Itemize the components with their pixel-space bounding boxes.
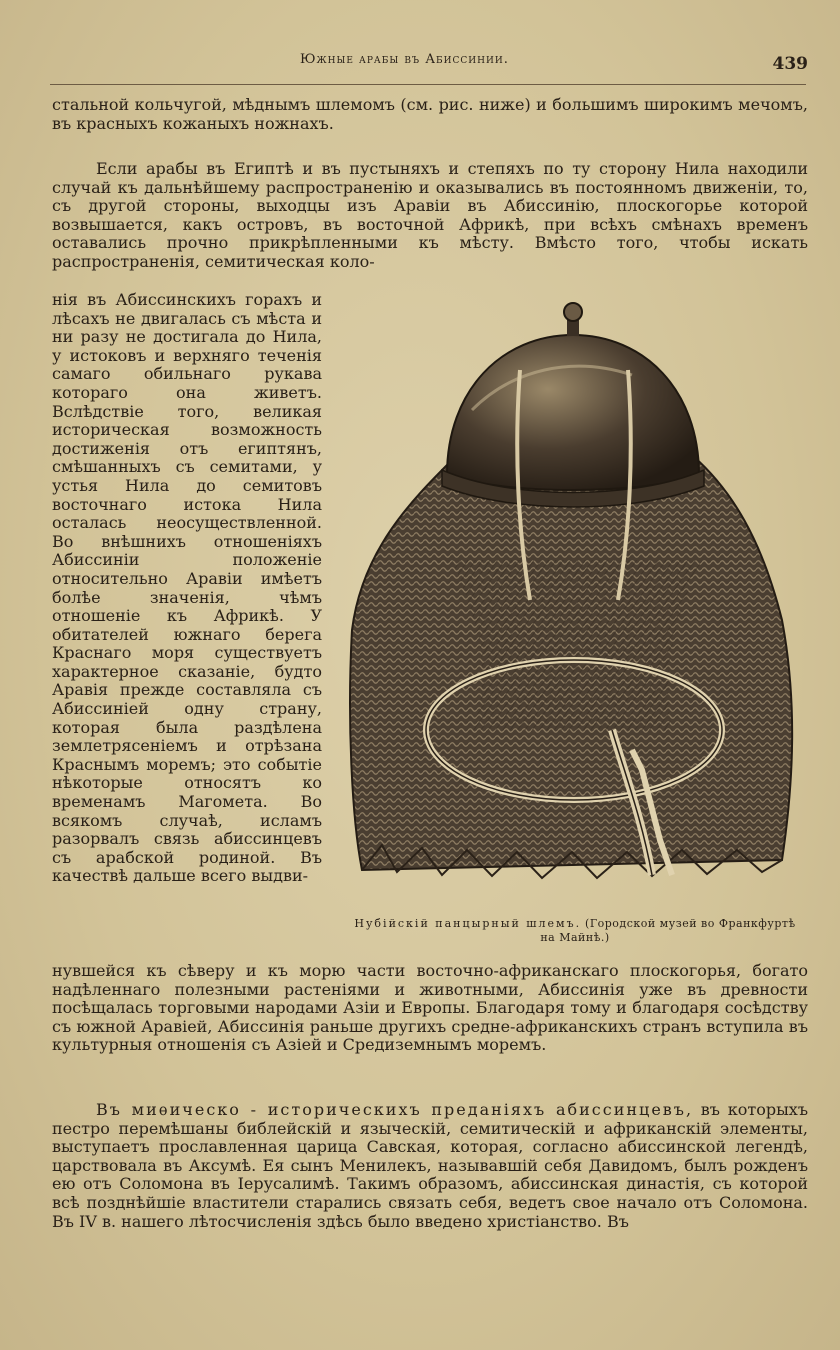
finial-knob [564,303,582,321]
wrap-paragraph-top: Если арабы въ Египтѣ и въ пустыняхъ и степяхъ по ту сторону Нила находили случай къ дальнѣйшему распространенію и оказывались въ постоянномъ движеніи, то, съ другой стороны, выходцы изъ Аравіи въ Абиссинію, плоскогорье которой возвышается, какъ островъ, въ восточной Африкѣ, при всѣхъ смѣнахъ временъ оставались прочно прикрѣпленными къ мѣсту. Вмѣсто того, чтобы искать распространенія, семитическая коло- [52,159,808,271]
last-paragraph-spaced-lead: Въ миѳическо - историческихъ преданіяхъ абиссинцевъ, [96,1100,694,1119]
caption-source: (Городской музей во Франкфуртѣ на Майнѣ.) [540,917,796,944]
running-title: Южные арабы въ Абиссинии. [300,52,509,67]
bottom-paragraph: нувшейся къ сѣверу и къ морю части восточно-африканскаго плоскогорья, богато надѣленнаго полезными растеніями и животными, Абиссинія уже въ древности посѣщалась торговыми народами Азіи и Европы. Благодаря тому и благодаря сосѣдству съ южной Аравіей, Абиссинія раньше другихъ средне-африканскихъ странъ вступила въ культурныя отношенія съ Азіей и Средиземнымъ моремъ. [52,961,808,1055]
nubian-helmet-engraving [342,300,804,880]
lead-paragraph: стальной кольчугой, мѣднымъ шлемомъ (см. рис. ниже) и большимъ широкимъ мечомъ, въ красныхъ кожаныхъ ножнахъ. [52,95,808,133]
page-number: 439 [772,54,808,74]
last-paragraph-rest: въ которыхъ пестро перемѣшаны библейскій и языческій, семитическій и африканскій элементы, выступаетъ прославленная царица Савская, которая, согласно абиссинской легендѣ, царствовала въ Аксумѣ. Ея сынъ Менилекъ, называвшій себя Давидомъ, былъ рожденъ ею отъ Соломона въ Іерусалимѣ. Такимъ образомъ, абиссинская династія, съ которой всѣ позднѣйшіе властители старались связать себя, ведетъ свое начало отъ Соломона. Въ IV в. нашего лѣтосчисленія здѣсь было введено христіанство. Въ [52,1100,809,1231]
helmet-dome [447,335,699,490]
narrow-column-text: нія въ Абиссинскихъ горахъ и лѣсахъ не двигалась съ мѣста и ни разу не достигала до Нила, у истоковъ и верхняго теченія самаго обильнаго рукава котораго она живетъ. Вслѣдствіе того, великая историческая возможность достиженія отъ египтянъ, смѣшанныхъ съ семитами, у устья Нила до семитовъ восточнаго истока Нила осталась неосуществленной. Во внѣшнихъ отношеніяхъ Абиссиніи положеніе относительно Аравіи имѣетъ болѣе значенія, чѣмъ отношеніе къ Африкѣ. У обитателей южнаго берега Краснаго моря существуетъ характерное сказаніе, будто Аравія прежде составляла съ Абиссиніей одну страну, которая была раздѣлена землетрясеніемъ и отрѣзана Краснымъ моремъ; это событіе нѣкоторые относятъ ко временамъ Магомета. Во всякомъ случаѣ, исламъ разорвалъ связь абиссинцевъ съ арабской родиной. Въ качествѣ дальше всего выдви- [52,290,322,886]
figure-caption [352,917,798,945]
caption-title: Нубійскій панцырный шлемъ. [354,917,582,930]
header-rule [50,84,806,85]
last-paragraph [52,1101,808,1231]
